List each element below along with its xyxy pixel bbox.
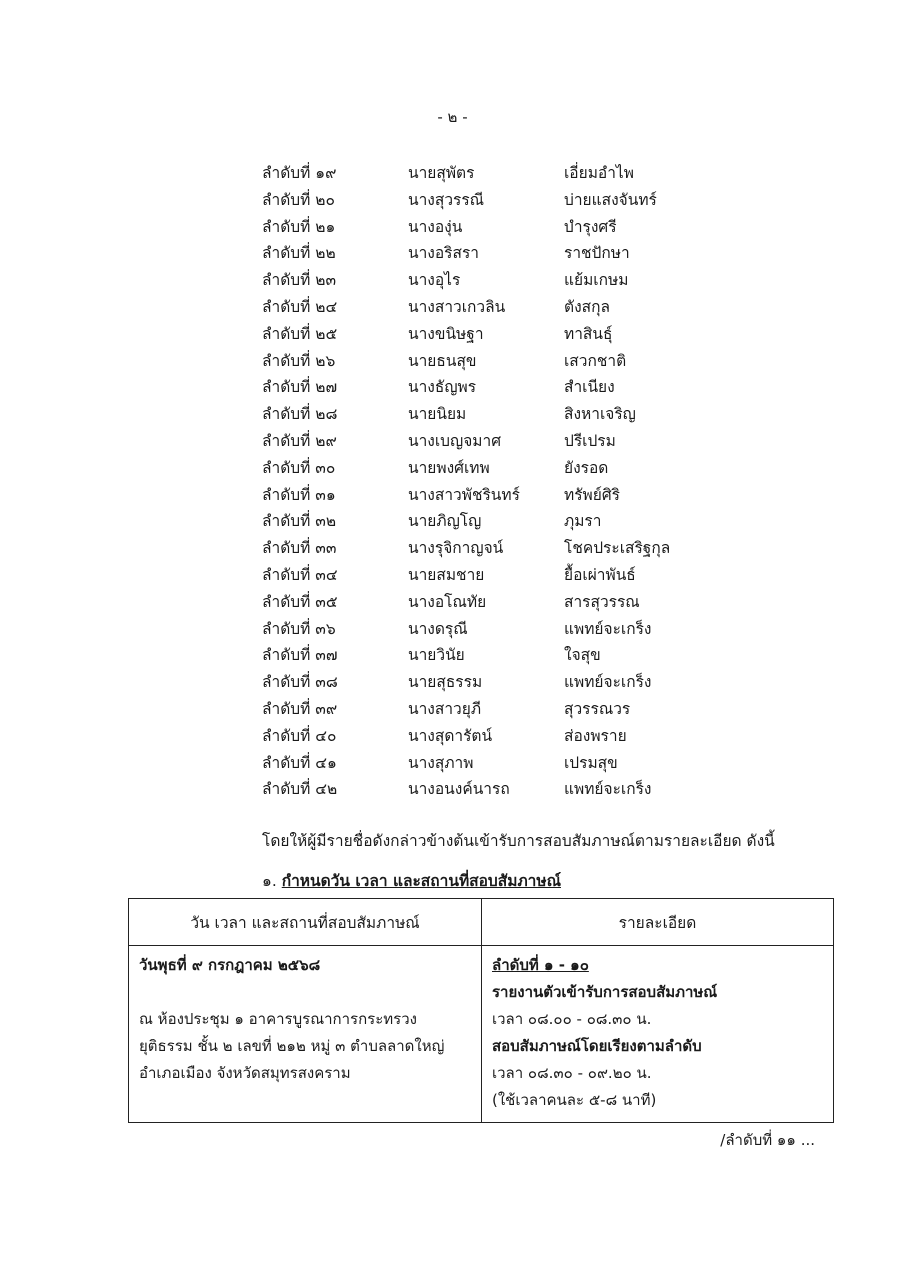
header-datetime-location: วัน เวลา และสถานที่สอบสัมภาษณ์ bbox=[129, 899, 482, 946]
candidate-order: ลำดับที่ ๓๒ bbox=[262, 512, 337, 531]
candidate-last-name: แพทย์จะเกร็ง bbox=[564, 673, 652, 692]
candidate-first-name: นางสาวเกวลิน bbox=[408, 297, 506, 316]
interview-date: วันพุธที่ ๙ กรกฎาคม ๒๕๖๘ bbox=[139, 956, 321, 974]
candidate-last-name: เสวกชาติ bbox=[564, 351, 627, 370]
candidate-order: ลำดับที่ ๓๐ bbox=[262, 458, 336, 477]
candidate-last-name: ภุมรา bbox=[564, 512, 602, 531]
candidate-last-name: บ่ายแสงจันทร์ bbox=[564, 190, 657, 209]
candidate-range: ลำดับที่ ๑ - ๑๐ bbox=[492, 956, 589, 974]
candidate-first-name: นายนิยม bbox=[408, 405, 467, 424]
list-item bbox=[262, 160, 742, 187]
duration-note: (ใช้เวลาคนละ ๕-๘ นาที) bbox=[492, 1091, 657, 1109]
candidate-order: ลำดับที่ ๑๙ bbox=[262, 164, 337, 182]
candidate-last-name: เปรมสุข bbox=[564, 753, 618, 772]
candidate-order: ลำดับที่ ๔๑ bbox=[262, 753, 337, 772]
list-item bbox=[262, 776, 742, 803]
candidate-order: ลำดับที่ ๒๗ bbox=[262, 378, 338, 397]
list-item bbox=[262, 669, 742, 696]
candidate-order: ลำดับที่ ๒๘ bbox=[262, 405, 338, 424]
candidate-first-name: นางขนิษฐา bbox=[408, 324, 484, 343]
list-item bbox=[262, 374, 742, 401]
list-item bbox=[262, 589, 742, 616]
candidate-first-name: นายวินัย bbox=[408, 646, 465, 665]
candidate-first-name: นางอโณทัย bbox=[408, 592, 487, 611]
intro-text: โดยให้ผู้มีรายชื่อดังกล่าวข้างต้นเข้ารับการสอบสัมภาษณ์ตามรายละเอียด ดังนี้ bbox=[262, 832, 775, 850]
candidate-last-name: บำรุงศรี bbox=[564, 217, 617, 236]
candidate-order: ลำดับที่ ๓๘ bbox=[262, 673, 338, 692]
list-item bbox=[262, 240, 742, 267]
report-title: รายงานตัวเข้ารับการสอบสัมภาษณ์ bbox=[492, 983, 718, 1001]
cell-datetime-location bbox=[129, 946, 482, 1123]
cell-details bbox=[482, 946, 834, 1123]
section-title: กำหนดวัน เวลา และสถานที่สอบสัมภาษณ์ bbox=[281, 872, 561, 890]
continuation-marker: /ลำดับที่ ๑๑ ... bbox=[720, 1131, 815, 1149]
list-item bbox=[262, 642, 742, 669]
candidate-order: ลำดับที่ ๒๕ bbox=[262, 324, 338, 343]
candidate-order: ลำดับที่ ๒๙ bbox=[262, 431, 337, 450]
candidate-last-name: แพทย์จะเกร็ง bbox=[564, 780, 652, 799]
report-time: เวลา ๐๘.๐๐ - ๐๘.๓๐ น. bbox=[492, 1010, 652, 1028]
candidate-order: ลำดับที่ ๒๖ bbox=[262, 351, 336, 370]
candidate-last-name: ราชปักษา bbox=[564, 244, 630, 263]
candidate-first-name: นายพงศ์เทพ bbox=[408, 458, 490, 477]
candidate-first-name: นางสาวยุภี bbox=[408, 699, 482, 718]
list-item bbox=[262, 723, 742, 750]
location-line: ยุติธรรม ชั้น ๒ เลขที่ ๒๑๒ หมู่ ๓ ตำบลลาดใหญ่ bbox=[139, 1037, 445, 1055]
list-item bbox=[262, 348, 742, 375]
candidate-last-name: ทาสินธุ์ bbox=[564, 324, 613, 343]
candidate-order: ลำดับที่ ๒๑ bbox=[262, 217, 336, 236]
list-item bbox=[262, 750, 742, 777]
table-header-row bbox=[129, 899, 834, 946]
list-item bbox=[262, 267, 742, 294]
candidate-order: ลำดับที่ ๔๐ bbox=[262, 726, 337, 745]
candidate-order: ลำดับที่ ๔๒ bbox=[262, 780, 338, 799]
candidate-first-name: นางธัญพร bbox=[408, 378, 477, 397]
candidate-first-name: นายธนสุข bbox=[408, 351, 477, 370]
page-number: - ๒ - bbox=[437, 108, 468, 126]
list-item bbox=[262, 562, 742, 589]
candidate-first-name: นายสุธรรม bbox=[408, 673, 483, 692]
candidate-last-name: สารสุวรรณ bbox=[564, 592, 640, 611]
candidate-last-name: ใจสุข bbox=[564, 646, 601, 665]
location-line: อำเภอเมือง จังหวัดสมุทรสงคราม bbox=[139, 1064, 351, 1082]
candidate-last-name: สำเนียง bbox=[564, 378, 615, 397]
candidate-first-name: นางสุภาพ bbox=[408, 753, 474, 772]
schedule-table bbox=[128, 898, 834, 1123]
candidate-last-name: สิงหาเจริญ bbox=[564, 405, 636, 424]
candidate-first-name: นายภิญโญ bbox=[408, 512, 482, 531]
candidate-last-name: เอี่ยมอำไพ bbox=[564, 164, 634, 182]
candidate-last-name: ปรีเปรม bbox=[564, 431, 616, 450]
list-item bbox=[262, 616, 742, 643]
candidate-first-name: นางองุ่น bbox=[408, 217, 463, 236]
candidate-first-name: นางสาวพัชรินทร์ bbox=[408, 485, 520, 504]
spacer bbox=[139, 979, 471, 1006]
candidate-first-name: นางรุจิกาญจน์ bbox=[408, 539, 504, 558]
candidate-last-name: แย้มเกษม bbox=[564, 271, 629, 290]
candidate-order: ลำดับที่ ๒๔ bbox=[262, 297, 338, 316]
header-details: รายละเอียด bbox=[482, 899, 834, 946]
list-item bbox=[262, 508, 742, 535]
candidate-first-name: นางเบญจมาศ bbox=[408, 431, 502, 450]
list-item bbox=[262, 455, 742, 482]
candidate-last-name: ยังรอด bbox=[564, 458, 609, 477]
list-item bbox=[262, 428, 742, 455]
candidate-order: ลำดับที่ ๒๐ bbox=[262, 190, 335, 209]
table-row bbox=[129, 946, 834, 1123]
list-item bbox=[262, 482, 742, 509]
candidate-order: ลำดับที่ ๓๔ bbox=[262, 565, 338, 584]
candidate-first-name: นางสุวรรณี bbox=[408, 190, 485, 209]
location-line: ณ ห้องประชุม ๑ อาคารบูรณาการกระทรวง bbox=[139, 1010, 417, 1028]
candidate-first-name: นางสุดารัตน์ bbox=[408, 726, 493, 745]
candidate-last-name: สุวรรณวร bbox=[564, 699, 631, 718]
candidate-order: ลำดับที่ ๒๒ bbox=[262, 244, 336, 263]
candidate-last-name: แพทย์จะเกร็ง bbox=[564, 619, 652, 638]
candidate-last-name: ยื้อเผ่าพันธ์ bbox=[564, 565, 636, 584]
candidate-first-name: นางดรุณี bbox=[408, 619, 468, 638]
candidate-first-name: นางอริสรา bbox=[408, 244, 479, 263]
candidate-last-name: ส่องพราย bbox=[564, 726, 627, 745]
candidate-order: ลำดับที่ ๓๙ bbox=[262, 699, 338, 718]
list-item bbox=[262, 535, 742, 562]
interview-time: เวลา ๐๘.๓๐ - ๐๙.๒๐ น. bbox=[492, 1064, 652, 1082]
candidate-last-name: ตังสกุล bbox=[564, 297, 610, 316]
candidate-first-name: นายสุพัตร bbox=[408, 164, 475, 182]
candidate-last-name: ทรัพย์ศิริ bbox=[564, 485, 621, 504]
candidate-order: ลำดับที่ ๓๕ bbox=[262, 592, 338, 611]
list-item bbox=[262, 401, 742, 428]
candidate-order: ลำดับที่ ๓๓ bbox=[262, 539, 337, 558]
section-heading bbox=[262, 868, 561, 893]
candidate-first-name: นางอนงค์นารถ bbox=[408, 780, 510, 799]
list-item bbox=[262, 214, 742, 241]
list-item bbox=[262, 321, 742, 348]
candidate-order: ลำดับที่ ๒๓ bbox=[262, 271, 337, 290]
interview-title: สอบสัมภาษณ์โดยเรียงตามลำดับ bbox=[492, 1037, 702, 1055]
candidate-last-name: โชคประเสริฐกุล bbox=[564, 539, 671, 558]
candidate-order: ลำดับที่ ๓๗ bbox=[262, 646, 338, 665]
candidate-first-name: นางอุไร bbox=[408, 271, 461, 290]
candidate-first-name: นายสมชาย bbox=[408, 565, 485, 584]
list-item bbox=[262, 696, 742, 723]
candidate-list bbox=[262, 160, 742, 803]
list-item bbox=[262, 294, 742, 321]
list-item bbox=[262, 187, 742, 214]
candidate-order: ลำดับที่ ๓๖ bbox=[262, 619, 336, 638]
section-number: ๑. bbox=[262, 872, 277, 890]
candidate-order: ลำดับที่ ๓๑ bbox=[262, 485, 336, 504]
